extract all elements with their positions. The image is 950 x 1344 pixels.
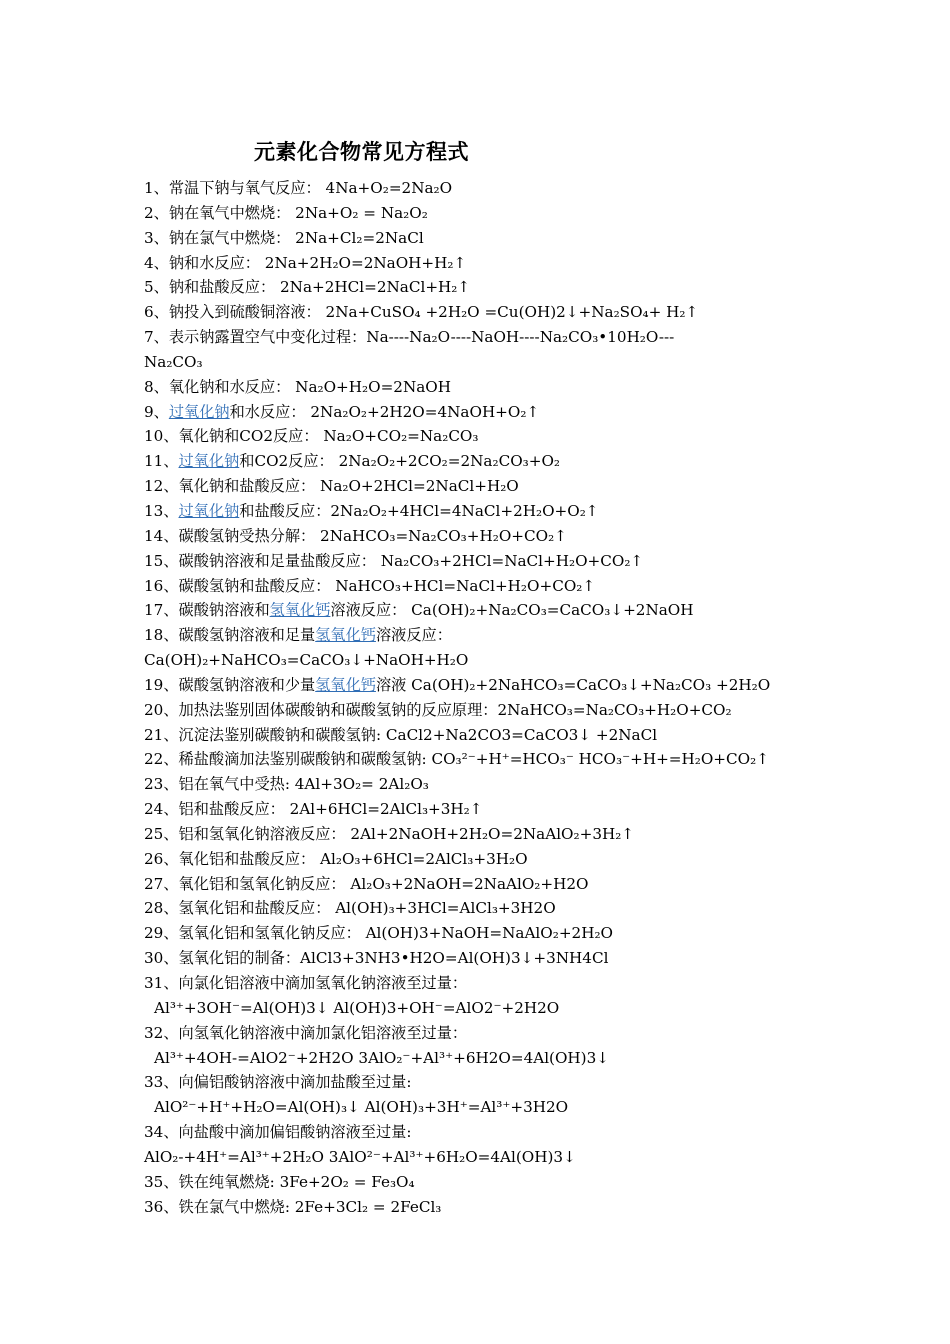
equation-line — [144, 996, 824, 1021]
equation-line — [144, 1170, 824, 1195]
equation-line — [144, 226, 824, 251]
equation-line — [144, 251, 824, 276]
equation-text: 24、铝和盐酸反应： 2Al+6HCl=2AlCl₃+3H₂↑ — [144, 800, 483, 819]
equation-text: 2、钠在氧气中燃烧： 2Na+O₂ = Na₂O₂ — [144, 203, 428, 222]
term-link[interactable]: 氢氧化钙 — [315, 626, 376, 645]
equation-text: 25、铝和氢氧化钠溶液反应： 2Al+2NaOH+2H₂O=2NaAlO₂+3H₂↑ — [144, 824, 635, 843]
equation-text: 17、碳酸钠溶液和 — [144, 601, 270, 620]
equation-line — [144, 1021, 824, 1046]
equation-line — [144, 872, 824, 897]
equation-text: 6、钠投入到硫酸铜溶液： 2Na+CuSO₄ +2H₂O =Cu(OH)2↓+Na₂SO₄+ H₂↑ — [144, 303, 699, 322]
equation-text: 8、氧化钠和水反应： Na₂O+H₂O=2NaOH — [144, 377, 451, 396]
equation-text: 和水反应： 2Na₂O₂+2H2O=4NaOH+O₂↑ — [229, 402, 540, 421]
equation-text: AlO²⁻+H⁺+H₂O=Al(OH)₃↓ Al(OH)₃+3H⁺=Al³⁺+3H2O — [154, 1098, 569, 1117]
equation-line — [144, 1195, 824, 1220]
equation-text: 7、表示钠露置空气中变化过程：Na----Na₂O----NaOH----Na₂CO₃•10H₂O--- — [144, 328, 675, 347]
equation-text: 31、向氯化铝溶液中滴加氢氧化钠溶液至过量： — [144, 974, 468, 992]
equation-text: 1、常温下钠与氧气反应： 4Na+O₂=2Na₂O — [144, 179, 453, 197]
equation-text: 30、氢氧化铝的制备：AlCl3+3NH3•H2O=Al(OH)3↓+3NH4Cl — [144, 949, 609, 968]
equation-line — [144, 549, 824, 574]
equation-text: 15、碳酸钠溶液和足量盐酸反应： Na₂CO₃+2HCl=NaCl+H₂O+CO₂↑ — [144, 551, 644, 570]
equation-line — [144, 896, 824, 921]
term-link[interactable]: 过氧化钠 — [168, 402, 230, 421]
equation-text: 35、铁在纯氧燃烧: 3Fe+2O₂ = Fe₃O₄ — [144, 1172, 415, 1191]
equation-line — [144, 847, 824, 872]
equation-text: 23、铝在氧气中受热: 4Al+3O₂= 2Al₂O₃ — [144, 775, 429, 794]
equation-text: 29、氢氧化铝和氢氧化钠反应： Al(OH)3+NaOH=NaAlO₂+2H₂O — [144, 924, 613, 943]
equation-line — [144, 474, 824, 499]
equation-line — [144, 747, 824, 772]
equation-text: 5、钠和盐酸反应： 2Na+2HCl=2NaCl+H₂↑ — [144, 278, 471, 297]
equation-text: 34、向盐酸中滴加偏铝酸钠溶液至过量: — [144, 1123, 412, 1142]
equation-text: Al³⁺+3OH⁻=Al(OH)3↓ Al(OH)3+OH⁻=AlO2⁻+2H2O — [154, 998, 560, 1017]
term-link[interactable]: 氢氧化钙 — [269, 601, 331, 620]
equation-text: 12、氧化钠和盐酸反应： Na₂O+2HCl=2NaCl+H₂O — [144, 477, 519, 496]
equation-line — [144, 723, 824, 748]
equation-text: 14、碳酸氢钠受热分解： 2NaHCO₃=Na₂CO₃+H₂O+CO₂↑ — [144, 526, 567, 545]
equation-text: 溶液反应： — [375, 626, 452, 645]
equation-list — [144, 176, 824, 1219]
equation-text: 36、铁在氯气中燃烧: 2Fe+3Cl₂ = 2FeCl₃ — [144, 1197, 442, 1216]
equation-line — [144, 176, 824, 201]
equation-text: 26、氧化铝和盐酸反应： Al₂O₃+6HCl=2AlCl₃+3H₂O — [144, 849, 528, 868]
equation-text: 溶液反应： Ca(OH)₂+Na₂CO₃=CaCO₃↓+2NaOH — [330, 601, 694, 620]
equation-text: 33、向偏铝酸钠溶液中滴加盐酸至过量: — [144, 1073, 412, 1092]
equation-line — [144, 772, 824, 797]
equation-line — [144, 598, 824, 623]
equation-line — [144, 201, 824, 226]
equation-text: 13、 — [144, 501, 179, 520]
equation-line — [144, 971, 824, 996]
equation-text: 和CO2反应： 2Na₂O₂+2CO₂=2Na₂CO₃+O₂ — [239, 452, 561, 471]
equation-line — [144, 1120, 824, 1145]
equation-text: 溶液 Ca(OH)₂+2NaHCO₃=CaCO₃↓+Na₂CO₃ +2H₂O — [375, 675, 771, 694]
equation-text: 21、沉淀法鉴别碳酸钠和碳酸氢钠: CaCl2+Na2CO3=CaCO3↓ +2NaCl — [144, 725, 658, 744]
equation-line — [144, 1095, 824, 1120]
equation-text: 19、碳酸氢钠溶液和少量 — [144, 675, 316, 694]
equation-line — [144, 698, 824, 723]
equation-line — [144, 1145, 824, 1170]
equation-line — [144, 946, 824, 971]
equation-line — [144, 524, 824, 549]
equation-text: Na₂CO₃ — [144, 352, 203, 371]
equation-line — [144, 325, 824, 350]
equation-line — [144, 400, 824, 425]
equation-text: Ca(OH)₂+NaHCO₃=CaCO₃↓+NaOH+H₂O — [144, 651, 469, 670]
term-link[interactable]: 过氧化钠 — [178, 501, 240, 520]
equation-text: AlO₂-+4H⁺=Al³⁺+2H₂O 3AlO²⁻+Al³⁺+6H₂O=4Al(OH)3↓ — [144, 1147, 576, 1166]
equation-text: 28、氢氧化铝和盐酸反应： Al(OH)₃+3HCl=AlCl₃+3H2O — [144, 899, 556, 918]
equation-text: 9、 — [144, 402, 169, 421]
equation-line — [144, 449, 824, 474]
equation-line — [144, 797, 824, 822]
equation-line — [144, 275, 824, 300]
equation-line — [144, 623, 824, 648]
equation-text: 10、氧化钠和CO2反应： Na₂O+CO₂=Na₂CO₃ — [144, 427, 479, 446]
equation-line — [144, 499, 824, 524]
equation-text: 20、加热法鉴别固体碳酸钠和碳酸氢钠的反应原理：2NaHCO₃=Na₂CO₃+H₂O+CO₂ — [144, 700, 732, 719]
equation-text: 27、氧化铝和氢氧化钠反应： Al₂O₃+2NaOH=2NaAlO₂+H2O — [144, 874, 589, 893]
equation-line — [144, 350, 824, 375]
equation-text: 和盐酸反应：2Na₂O₂+4HCl=4NaCl+2H₂O+O₂↑ — [239, 501, 599, 520]
equation-line — [144, 921, 824, 946]
equation-text: 11、 — [144, 452, 179, 471]
equation-line — [144, 300, 824, 325]
term-link[interactable]: 氢氧化钙 — [315, 675, 376, 694]
equation-line — [144, 1070, 824, 1095]
term-link[interactable]: 过氧化钠 — [178, 452, 240, 471]
equation-line — [144, 673, 824, 698]
equation-text: 32、向氢氧化钠溶液中滴加氯化铝溶液至过量： — [144, 1023, 468, 1042]
document-title: 元素化合物常见方程式 — [254, 140, 469, 164]
equation-line — [144, 375, 824, 400]
equation-text: 16、碳酸氢钠和盐酸反应： NaHCO₃+HCl=NaCl+H₂O+CO₂↑ — [144, 576, 596, 595]
equation-text: Al³⁺+4OH-=AlO2⁻+2H2O 3AlO₂⁻+Al³⁺+6H2O=4Al(OH)3↓ — [154, 1048, 609, 1067]
equation-line — [144, 648, 824, 673]
equation-text: 3、钠在氯气中燃烧： 2Na+Cl₂=2NaCl — [144, 228, 424, 247]
equation-line — [144, 822, 824, 847]
equation-line — [144, 574, 824, 599]
equation-line — [144, 1046, 824, 1071]
equation-text: 22、稀盐酸滴加法鉴别碳酸钠和碳酸氢钠: CO₃²⁻+H⁺=HCO₃⁻ HCO₃⁻+H+=H₂O+CO₂↑ — [144, 750, 769, 769]
equation-text: 4、钠和水反应： 2Na+2H₂O=2NaOH+H₂↑ — [144, 253, 467, 272]
equation-text: 18、碳酸氢钠溶液和足量 — [144, 626, 316, 645]
equation-line — [144, 424, 824, 449]
